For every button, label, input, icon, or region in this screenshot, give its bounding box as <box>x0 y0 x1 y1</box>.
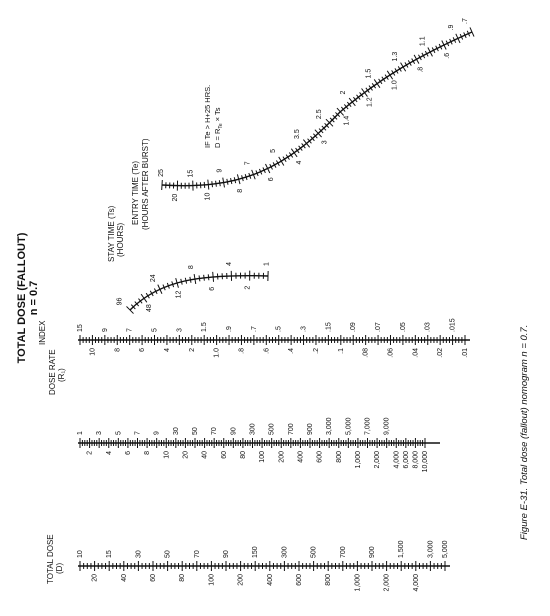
dose-rate-label: 700 <box>287 423 295 435</box>
entry-time-label: 15 <box>187 169 195 178</box>
entry-time-label: 25 <box>157 169 165 177</box>
index-label: .04 <box>412 348 420 358</box>
index-label: 1.0 <box>213 348 221 358</box>
dose-rate-label: 300 <box>249 423 257 435</box>
stay-time-tick <box>199 275 200 281</box>
dose-rate-label: 90 <box>230 427 238 435</box>
stay-time-tick <box>204 275 205 281</box>
dose-rate-label: 800 <box>335 451 343 463</box>
figure-caption: Figure E-31. Total dose (fallout) nomogram n = 0.7. <box>519 324 530 540</box>
index-scale <box>38 318 470 357</box>
total-dose-label: 60 <box>150 574 157 582</box>
stay-time-label: 12 <box>175 290 183 299</box>
total-dose-label: 100 <box>208 574 216 586</box>
total-dose-label: 400 <box>266 574 274 586</box>
entry-time-tick <box>387 71 392 79</box>
total-dose-label: 300 <box>281 546 289 558</box>
stay-time-label: 2 <box>244 285 252 290</box>
index-label: .06 <box>387 348 395 358</box>
stay-time-label: 1 <box>263 262 271 266</box>
index-label: 8 <box>114 348 122 352</box>
index-label: .07 <box>375 322 383 332</box>
entry-time-label: 1.5 <box>365 68 373 79</box>
dose-rate-label: 7 <box>134 431 142 435</box>
entry-time-label: 1.2 <box>366 97 374 108</box>
entry-time-label: 1.0 <box>391 80 399 90</box>
total-dose-unit: (D) <box>55 562 64 574</box>
dose-rate-label: 6 <box>124 451 132 455</box>
total-dose-label: 15 <box>106 550 114 558</box>
stay-time-tick <box>141 294 147 302</box>
entry-time-label: 8 <box>236 188 244 193</box>
total-dose-label: 900 <box>369 546 376 558</box>
svg-text:D = RTe× Ts <box>213 107 224 148</box>
entry-time-label: 7 <box>244 161 252 166</box>
stay-time-tick <box>181 279 182 285</box>
entry-time-label: 10 <box>204 192 212 201</box>
index-label: .7 <box>250 326 258 332</box>
entry-time-label: 2.5 <box>316 109 324 120</box>
stay-time-unit: (HOURS) <box>116 222 125 257</box>
dose-rate-label: 2 <box>86 451 94 455</box>
dose-rate-label: 30 <box>172 427 180 435</box>
dose-rate-label: 8 <box>144 451 152 455</box>
entry-time-label: 1.3 <box>391 51 399 62</box>
index-label: .08 <box>362 348 370 358</box>
dose-rate-label: 9 <box>153 431 161 435</box>
index-label: .8 <box>238 348 246 354</box>
total-dose-label: 30 <box>135 550 143 558</box>
index-label: 7 <box>126 328 134 332</box>
stay-time-label: 24 <box>149 274 157 283</box>
stay-time-label: 48 <box>145 304 153 312</box>
stay-time-tick <box>185 278 186 284</box>
total-dose-label: 700 <box>339 546 347 558</box>
entry-time-label: .6 <box>444 52 452 59</box>
entry-time-tick <box>227 179 228 185</box>
index-label: 9 <box>101 328 109 332</box>
dose-rate-label: 8,000 <box>412 451 420 469</box>
total-dose-label: 500 <box>310 546 318 558</box>
stay-time-label: 96 <box>116 297 124 306</box>
index-label: 4 <box>163 348 171 352</box>
dose-rate-label: 20 <box>182 451 190 459</box>
entry-time-label: 1.4 <box>343 115 351 126</box>
figure-subtitle: n = 0.7 <box>28 280 40 316</box>
entry-time-tick <box>414 55 419 64</box>
dose-rate-label: 400 <box>297 451 305 463</box>
total-dose-label: 1,000 <box>354 574 362 592</box>
index-label: .05 <box>399 322 407 332</box>
total-dose-label: 1,500 <box>398 540 406 558</box>
entry-note-tail: × Ts <box>213 107 222 122</box>
index-label: .9 <box>226 326 234 332</box>
stay-time-tick <box>208 274 209 280</box>
dose-rate-label: 80 <box>239 451 247 459</box>
entry-time-label: .8 <box>417 66 425 73</box>
entry-time-label: 6 <box>267 177 275 182</box>
index-label: .4 <box>288 348 296 354</box>
index-label: .1 <box>337 348 345 354</box>
dose-rate-title: DOSE RATE <box>48 349 57 395</box>
entry-time-tick <box>291 149 297 157</box>
figure-title: TOTAL DOSE (FALLOUT) <box>16 232 28 364</box>
index-label: .09 <box>350 322 358 332</box>
dose-rate-label: 5,000 <box>345 417 353 435</box>
entry-time-label: 20 <box>172 193 180 202</box>
index-label: 2 <box>188 348 196 352</box>
total-dose-label: 80 <box>179 574 187 582</box>
index-label: 5 <box>151 328 159 332</box>
dose-rate-label: 10,000 <box>422 451 429 473</box>
index-label: 3 <box>176 328 184 332</box>
entry-time-label: 9 <box>216 168 224 173</box>
total-dose-label: 20 <box>91 574 99 582</box>
entry-time-unit: (HOURS AFTER BURST) <box>141 138 150 230</box>
dose-rate-label: 9,000 <box>383 417 391 435</box>
entry-time-tick <box>219 180 220 186</box>
entry-note-sub: Te <box>218 123 224 129</box>
entry-time-tick <box>231 178 232 184</box>
index-label: .5 <box>275 326 283 332</box>
entry-time-tick <box>234 177 235 183</box>
entry-time-tick <box>374 79 380 87</box>
dose-rate-label: 3 <box>96 431 104 435</box>
index-label: .015 <box>449 318 457 332</box>
index-label: .6 <box>263 348 271 354</box>
total-dose-label: 2,000 <box>383 574 391 592</box>
entry-time-label: 2 <box>339 90 347 95</box>
dose-rate-label: 600 <box>316 451 324 463</box>
total-dose-label: 10 <box>77 550 84 558</box>
dose-rate-label: 3,000 <box>326 417 334 435</box>
total-dose-label: 50 <box>164 550 172 558</box>
entry-time-label: .9 <box>447 24 455 31</box>
index-label: .15 <box>325 322 333 332</box>
entry-time-label: 4 <box>296 160 304 165</box>
dose-rate-unit: (R₁) <box>57 368 66 382</box>
index-label: 10 <box>89 348 97 356</box>
dose-rate-label: 100 <box>259 451 267 463</box>
entry-time-tick <box>401 63 406 72</box>
dose-rate-label: 1 <box>77 431 84 435</box>
index-label: .3 <box>300 326 308 332</box>
entry-note-line2: D = R <box>213 128 222 148</box>
entry-time-scale <box>131 18 474 230</box>
entry-note <box>203 85 224 148</box>
index-label: .2 <box>312 348 320 354</box>
entry-time-label: 3 <box>321 140 329 145</box>
index-label: 6 <box>139 348 147 352</box>
total-dose-title: TOTAL DOSE <box>46 534 55 584</box>
entry-time-title: ENTRY TIME (Te) <box>131 160 140 225</box>
index-label: .03 <box>424 322 432 332</box>
total-dose-label: 90 <box>223 550 230 558</box>
dose-rate-label: 4,000 <box>393 451 401 469</box>
dose-rate-label: 60 <box>220 451 228 459</box>
dose-rate-label: 500 <box>268 423 276 435</box>
entry-time-tick <box>162 180 163 190</box>
dose-rate-label: 200 <box>278 451 286 463</box>
entry-time-tick <box>212 181 213 187</box>
total-dose-label: 600 <box>296 574 303 586</box>
dose-rate-label: 50 <box>192 427 199 435</box>
total-dose-scale <box>46 0 550 592</box>
stay-time-title: STAY TIME (Ts) <box>107 205 116 262</box>
dose-rate-label: 40 <box>201 451 209 459</box>
total-dose-label: 800 <box>325 574 333 586</box>
entry-time-tick <box>362 89 368 97</box>
stay-time-label: 8 <box>188 265 196 270</box>
entry-time-tick <box>216 181 217 187</box>
total-dose-label: 40 <box>120 574 128 582</box>
index-label: .01 <box>462 348 469 358</box>
entry-time-label: 1.1 <box>419 36 427 47</box>
entry-time-label: .7 <box>462 18 470 24</box>
dose-rate-label: 7,000 <box>364 417 372 435</box>
dose-rate-label: 4 <box>105 451 113 455</box>
dose-rate-label: 900 <box>307 423 314 435</box>
index-label: 15 <box>77 324 84 332</box>
entry-time-tick <box>279 157 284 166</box>
index-title: INDEX <box>38 320 47 345</box>
dose-rate-label: 70 <box>211 427 219 435</box>
dose-rate-label: 2,000 <box>374 451 382 469</box>
stay-time-label: 4 <box>226 261 234 266</box>
entry-time-label: 3.5 <box>293 129 301 139</box>
stay-time-tick <box>190 277 191 283</box>
stay-time-tick <box>213 272 214 282</box>
dose-rate-label: 10 <box>163 451 171 459</box>
dose-rate-label: 5 <box>115 431 123 435</box>
total-dose-label: 3,000 <box>427 540 435 558</box>
dose-rate-label: 6,000 <box>402 451 410 469</box>
total-dose-label: 200 <box>237 574 245 586</box>
total-dose-label: 5,000 <box>442 540 449 558</box>
index-label: .02 <box>437 348 445 358</box>
total-dose-label: 70 <box>193 550 201 558</box>
entry-time-label: 5 <box>270 148 278 153</box>
entry-time-tick <box>208 180 209 190</box>
entry-note-line1: IF Te > H+25 HRS. <box>203 84 212 148</box>
dose-rate-scale <box>48 349 440 472</box>
stay-time-label: 6 <box>209 286 217 291</box>
total-dose-label: 150 <box>252 546 260 558</box>
entry-time-tick <box>428 47 433 56</box>
total-dose-label: 4,000 <box>412 574 420 592</box>
index-label: 1.5 <box>201 322 209 332</box>
figure-title-group <box>16 232 40 363</box>
dose-rate-label: 1,000 <box>354 451 362 469</box>
